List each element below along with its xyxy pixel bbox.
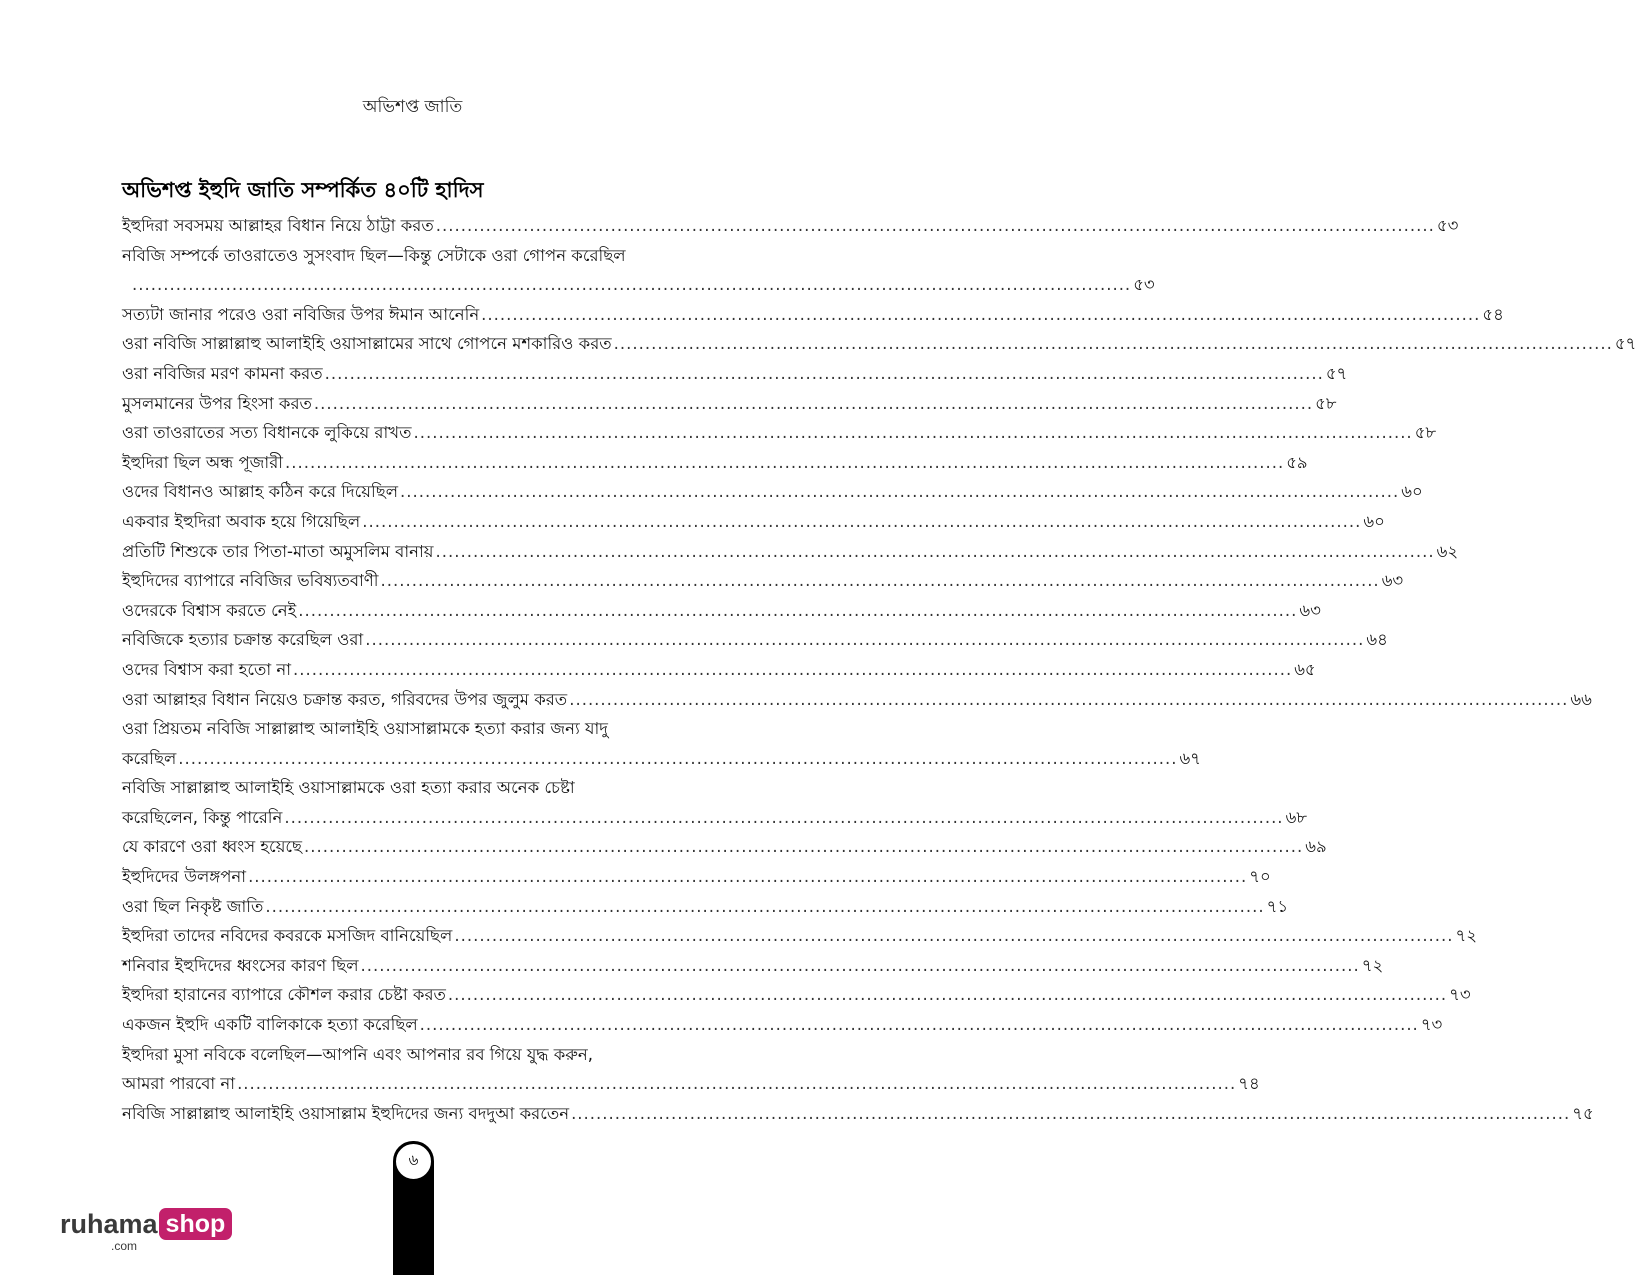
toc-entry (122, 596, 1321, 626)
toc-entry-title: ইহুদিদের ব্যাপারে নবিজির ভবিষ্যতবাণী (122, 571, 379, 591)
toc-entry (122, 537, 1459, 567)
toc-entry (122, 714, 700, 744)
logo-domain: .com (111, 1239, 138, 1253)
toc-entry-title: করেছিল (122, 748, 177, 768)
toc-entry-page: ৭০ (1249, 867, 1271, 887)
toc-entry (122, 566, 1404, 596)
toc-entry (122, 951, 1384, 981)
table-of-contents (122, 211, 1636, 1128)
toc-entry (122, 507, 1385, 537)
toc-entry (122, 1040, 700, 1070)
toc-entry-page: ৫৭ (1325, 363, 1348, 383)
dot-leader (304, 832, 1303, 862)
logo-text-shop: shop (159, 1208, 233, 1240)
toc-entry-page: ৬৩ (1299, 600, 1321, 620)
toc-entry-page: ৭৩ (1449, 985, 1471, 1005)
toc-entry (122, 418, 1437, 448)
toc-entry-page: ৫৩ (1436, 216, 1459, 235)
toc-entry-title: নবিজি সাল্লাল্লাহু আলাইহি ওয়াসাল্লাম ইহুদিদের জন্য বদদুআ করতেন (122, 1103, 570, 1123)
toc-entry-page: ৬২ (1436, 541, 1459, 561)
dot-leader (571, 1099, 1570, 1129)
toc-entry-page: ৭৩ (1420, 1015, 1443, 1035)
toc-entry (122, 270, 1155, 300)
toc-entry-page: ৬৪ (1366, 630, 1388, 650)
toc-entry-title: ওদের বিশ্বাস করা হতো না (122, 659, 292, 679)
dot-leader (365, 625, 1364, 655)
toc-entry-title: ইহুদিরা ছিল অন্ধ পূজারী (122, 452, 284, 472)
toc-entry-title: প্রতিটি শিশুকে তার পিতা-মাতা অমুসলিম বানায় (122, 541, 434, 561)
toc-entry-page: ৫৯ (1286, 452, 1308, 472)
dot-leader (448, 980, 1447, 1010)
dot-leader (362, 507, 1361, 537)
toc-entry-page: ৭২ (1455, 926, 1478, 946)
toc-entry-title: ইহুদিরা মুসা নবিকে বলেছিল—আপনি এবং আপনার রব গিয়ে যুদ্ধ করুন, (122, 1044, 594, 1064)
toc-entry-title: ইহুদিরা সবসময় আল্লাহর বিধান নিয়ে ঠাট্টা করত (122, 216, 434, 235)
dot-leader (132, 270, 1131, 300)
dot-leader (436, 211, 1435, 241)
publisher-logo (60, 1208, 232, 1240)
toc-entry (122, 1069, 1260, 1099)
toc-entry (122, 359, 1348, 389)
dot-leader (481, 300, 1480, 330)
toc-entry-page: ৬৬ (1570, 689, 1592, 709)
logo-text-ruhama: ruhama (60, 1209, 158, 1239)
dot-leader (237, 1069, 1236, 1099)
toc-entry (122, 389, 1337, 419)
toc-entry-title: ওদের বিধানও আল্লাহ কঠিন করে দিয়েছিল (122, 482, 399, 502)
toc-entry (122, 921, 1478, 951)
toc-entry (122, 1099, 1594, 1129)
toc-entry (122, 744, 1201, 774)
toc-entry-page: ৫৩ (1133, 275, 1155, 295)
toc-entry-page: ৫৭ (1614, 334, 1636, 354)
dot-leader (569, 685, 1568, 715)
section-title: অভিশপ্ত ইহুদি জাতি সম্পর্কিত ৪০টি হাদিস (122, 178, 484, 202)
dot-leader (400, 477, 1399, 507)
toc-entry-page: ৬০ (1401, 482, 1423, 502)
toc-entry-page: ৭২ (1361, 955, 1384, 975)
dot-leader (361, 951, 1360, 981)
dot-leader (178, 744, 1177, 774)
toc-entry (122, 241, 700, 271)
dot-leader (414, 418, 1413, 448)
dot-leader (381, 566, 1380, 596)
dot-leader (298, 596, 1297, 626)
toc-entry (122, 803, 1307, 833)
dot-leader (614, 329, 1613, 359)
toc-entry (122, 685, 1592, 715)
page-number: ৬ (395, 1143, 432, 1180)
toc-entry-page: ৭৪ (1238, 1074, 1260, 1094)
toc-entry (122, 862, 1271, 892)
toc-entry (122, 655, 1316, 685)
dot-leader (420, 1010, 1419, 1040)
toc-entry (122, 329, 1636, 359)
dot-leader (248, 862, 1247, 892)
toc-entry-page: ৬০ (1363, 511, 1385, 531)
dot-leader (325, 359, 1324, 389)
toc-entry-page: ৬৭ (1179, 748, 1201, 768)
toc-entry (122, 892, 1289, 922)
toc-entry-title: ওরা তাওরাতের সত্য বিধানকে লুকিয়ে রাখত (122, 423, 412, 443)
dot-leader (293, 655, 1292, 685)
toc-entry-title: করেছিলেন, কিন্তু পারেনি (122, 807, 283, 827)
dot-leader (454, 921, 1453, 951)
toc-entry-title: নবিজি সাল্লাল্লাহু আলাইহি ওয়াসাল্লামকে ওরা হত্যা করার অনেক চেষ্টা (122, 778, 575, 798)
toc-entry-title: একবার ইহুদিরা অবাক হয়ে গিয়েছিল (122, 511, 361, 531)
running-header: অভিশপ্ত জাতি (362, 97, 463, 117)
toc-entry-title: ওরা প্রিয়তম নবিজি সাল্লাল্লাহু আলাইহি ওয়াসাল্লামকে হত্যা করার জন্য যাদু (122, 719, 608, 739)
toc-entry-title: ওরা ছিল নিকৃষ্ট জাতি (122, 896, 264, 916)
toc-entry-title: ইহুদিরা তাদের নবিদের কবরকে মসজিদ বানিয়েছিল (122, 926, 453, 946)
dot-leader (284, 803, 1283, 833)
toc-entry-title: মুসলমানের উপর হিংসা করত (122, 393, 312, 413)
toc-entry (122, 980, 1471, 1010)
toc-entry-title: সত্যটা জানার পরেও ওরা নবিজির উপর ঈমান আনেনি (122, 304, 480, 324)
toc-entry-title: ইহুদিরা হারানের ব্যাপারে কৌশল করার চেষ্টা করত (122, 985, 446, 1005)
toc-entry-title: যে কারণে ওরা ধ্বংস হয়েছে (122, 837, 303, 857)
toc-entry (122, 773, 700, 803)
toc-entry-title: শনিবার ইহুদিদের ধ্বংসের কারণ ছিল (122, 955, 359, 975)
toc-entry-title: নবিজিকে হত্যার চক্রান্ত করেছিল ওরা (122, 630, 364, 650)
dot-leader (285, 448, 1284, 478)
toc-entry-title: আমরা পারবো না (122, 1074, 236, 1094)
toc-entry-title: একজন ইহুদি একটি বালিকাকে হত্যা করেছিল (122, 1015, 418, 1035)
toc-entry-title: ওরা নবিজি সাল্লাল্লাহু আলাইহি ওয়াসাল্লামের সাথে গোপনে মশকারিও করত (122, 334, 612, 354)
toc-entry-title: ওরা আল্লাহর বিধান নিয়েও চক্রান্ত করত, গরিবদের উপর জুলুম করত (122, 689, 568, 709)
toc-entry-page: ৭৫ (1572, 1103, 1594, 1123)
toc-entry-page: ৬৮ (1285, 807, 1307, 827)
toc-entry (122, 625, 1388, 655)
dot-leader (314, 389, 1313, 419)
dot-leader (435, 537, 1434, 567)
toc-entry-page: ৫৮ (1315, 393, 1337, 413)
toc-entry-page: ৭১ (1266, 896, 1289, 916)
toc-entry (122, 477, 1423, 507)
toc-entry-title: ইহুদিদের উলঙ্গপনা (122, 867, 247, 887)
toc-entry-title: ওরা নবিজির মরণ কামনা করত (122, 363, 323, 383)
toc-entry-page: ৬৯ (1305, 837, 1327, 857)
toc-entry (122, 1010, 1443, 1040)
toc-entry-page: ৫৮ (1414, 423, 1437, 443)
toc-entry (122, 211, 1459, 241)
toc-entry (122, 832, 1327, 862)
toc-entry-page: ৫৪ (1482, 304, 1504, 324)
toc-entry-page: ৬৩ (1381, 571, 1404, 591)
dot-leader (265, 892, 1264, 922)
toc-entry (122, 300, 1504, 330)
toc-entry-title: ওদেরকে বিশ্বাস করতে নেই (122, 600, 297, 620)
toc-entry (122, 448, 1308, 478)
toc-entry-page: ৬৫ (1294, 659, 1316, 679)
toc-entry-title: নবিজি সম্পর্কে তাওরাতেও সুসংবাদ ছিল—কিন্তু সেটাকে ওরা গোপন করেছিল (122, 245, 626, 265)
